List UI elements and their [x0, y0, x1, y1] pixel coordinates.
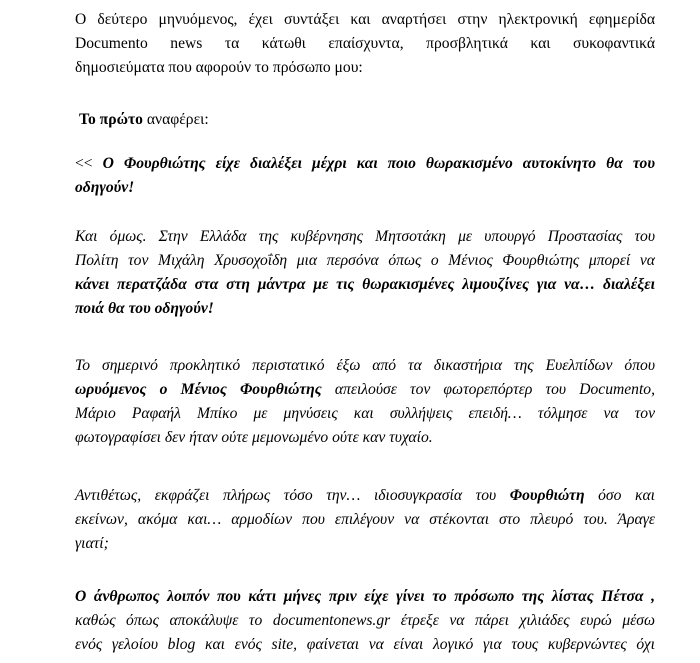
text-line: φωτογραφίσει δεν ήταν ούτε μεμονωμένο ούτε καν τυχαίο. — [75, 429, 433, 446]
inline-text: απειλούσε τον φωτορεπόρτερ του Documento, — [321, 381, 655, 398]
text-line: Το σημερινό προκλητικό περιστατικό έξω από τα δικαστήρια της Ευελπίδων όπου — [75, 357, 655, 374]
text-line: οδηγούν! — [75, 179, 135, 196]
paragraph-body-3 — [75, 484, 655, 556]
paragraph-body-2 — [75, 354, 655, 450]
text-line: Πολίτη τον Μιχάλη Χρυσοχοΐδη μια περσόνα όπως ο Μένιος Φουρθιώτης μπορεί να — [75, 252, 655, 269]
inline-bold: ωρυόμενος ο Μένιος Φουρθιώτης — [75, 381, 322, 398]
inline-text: Αντιθέτως, εκφράζει πλήρως τόσο την… ιδιοσυγκρασία του — [75, 487, 510, 504]
text-line — [75, 378, 655, 402]
text-line: Ο δεύτερο μηνυόμενος, έχει συντάξει και αναρτήσει στην ηλεκτρονική εφημερίδα — [75, 11, 655, 28]
text-line: καθώς όπως αποκάλυψε το documentonews.gr έτρεξε να πάρει χιλιάδες ευρώ μέσω — [75, 612, 655, 629]
text-line: Ο άνθρωπος λοιπόν που κάτι μήνες πριν είχε γίνει το πρόσωπο της λίστας Πέτσα , — [75, 588, 655, 605]
inline-bold: Φουρθιώτη — [509, 487, 585, 504]
paragraph-intro — [75, 8, 655, 80]
paragraph-body-1 — [75, 225, 655, 321]
quote-title-line: Ο Φουρθιώτης είχε διαλέξει μέχρι και ποιο θωρακισμένο αυτοκίνητο θα του — [102, 155, 655, 172]
text-line: Και όμως. Στην Ελλάδα της κυβέρνησης Μητσοτάκη με υπουργό Προστασίας του — [75, 228, 655, 245]
paragraph-body-4 — [75, 585, 655, 657]
first-label: Το πρώτο — [79, 111, 143, 128]
text-line — [75, 484, 655, 508]
text-line: δημοσιεύματα που αφορούν το πρόσωπο μου: — [75, 59, 363, 76]
text-line: κάνει περατζάδα στα στη μάντρα με τις θωρακισμένες λιμουζίνες για να… διαλέξει — [75, 276, 655, 293]
paragraph-first-item — [79, 108, 655, 132]
inline-text: όσο και — [584, 487, 655, 504]
text-line: Documento news τα κάτωθι επαίσχυντα, προσβλητικά και συκοφαντικά — [75, 35, 655, 52]
text-line — [75, 152, 655, 176]
text-line: ενός γελοίου blog και ενός site, φαίνεται να είναι λογικό για τους κυβερνώντες όχι — [75, 636, 655, 653]
text-line: ποιά θα του οδηγούν! — [75, 300, 214, 317]
text-line: γιατί; — [75, 535, 109, 552]
quote-prefix: << — [75, 155, 103, 172]
paragraph-quote-title — [75, 152, 655, 200]
text-line: εκείνων, ακόμα και… αρμοδίων που επιλέγουν να στέκονται στο πλευρό του. Άραγε — [75, 511, 655, 528]
text-line: Μάριο Ραφαήλ Μπίκο με μηνύσεις και συλλήψεις επειδή… τόλμησε να τον — [75, 405, 655, 422]
first-label-rest: αναφέρει: — [142, 111, 209, 128]
